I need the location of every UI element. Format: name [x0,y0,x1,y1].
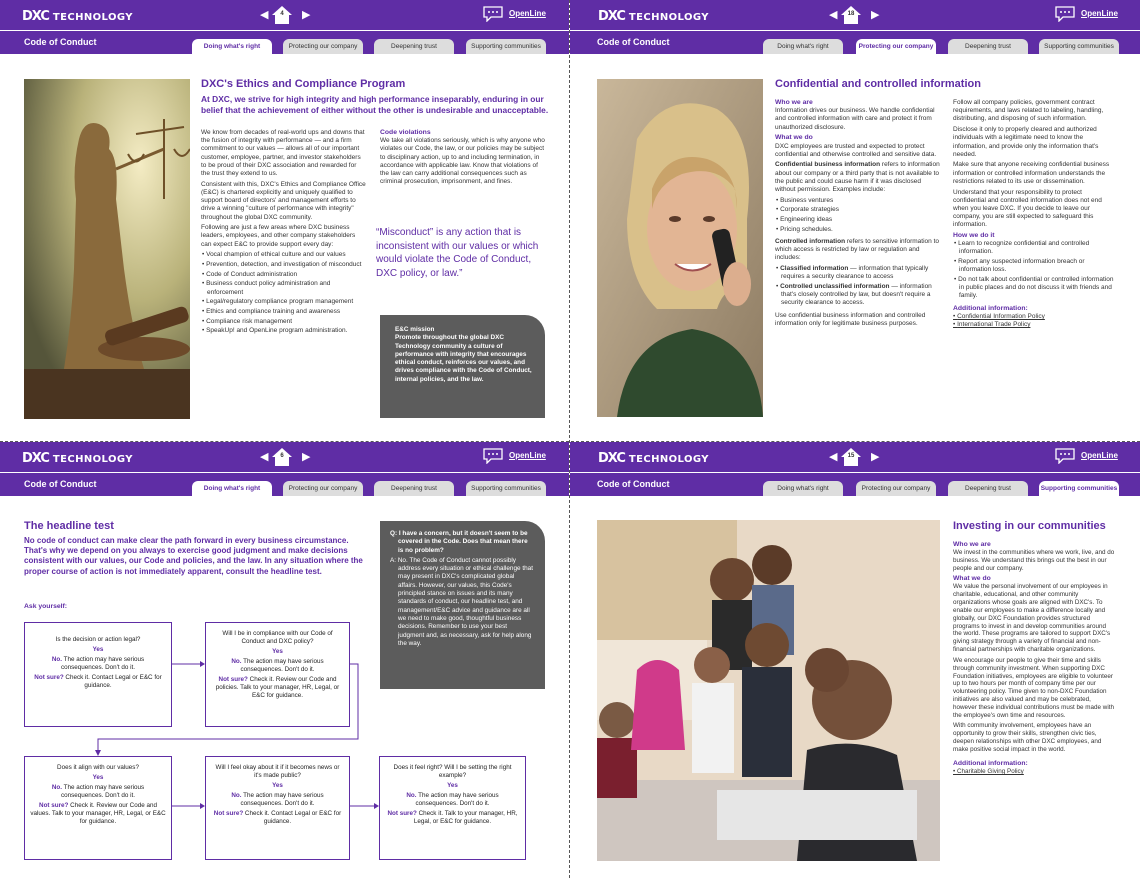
flow-question: Is the decision or action legal? [55,636,141,643]
flow-question: Does it align with our values? [57,764,139,771]
group-selfie-photo [597,520,940,861]
flow-not-sure: Not sure? Check it. Talk to your manager, HR, Legal, or E&C for guidance. [387,810,518,825]
logo-text: TECHNOLOGY [52,454,133,465]
what-heading: What we do [775,134,813,142]
page-ethics [0,0,569,441]
justice-statue-photo [24,79,190,419]
section-bar [570,473,1140,496]
dxc-logo-mark: DXC [22,451,49,466]
openline-label: OpenLine [509,9,546,18]
ask-yourself-text: Ask yourself: [24,603,68,610]
example-item: • Pricing schedules. [776,225,833,233]
flow-no: No. The action may have serious consequences. Don't do it. [51,656,145,671]
intro-lede: No code of conduct can make clear the path forward in every business circumstance. That's why we depend on you always to exercise good judgment and make decisions consistent with our values, our Code and policies, and the law. In any situation where the proper course of action is not immediately apparent, consult the headline test. [24,536,363,576]
tab-doing-whats-right[interactable]: Doing what's right [763,481,843,496]
page-number: 4 [280,11,284,17]
what-heading: What we do [953,575,991,583]
dxc-logo [598,451,709,466]
mission-text: Promote throughout the global DXC Technology community a culture of performance with integrity that encourages ethical conduct, reinforces our values, and drives compliance with the Code of Conduct, internal policies, and the law. [395,334,532,383]
tab-protecting-our-company[interactable]: Protecting our company [856,481,936,496]
example-item: • Corporate strategies [776,206,839,214]
body-paragraph: Make sure that anyone receiving confidential business information or controlled information understands the restrictions related to its use or dissemination. [953,161,1110,185]
section-bar [570,31,1140,54]
section-title: Code of Conduct [597,479,670,489]
chat-bubble-icon [1054,6,1076,22]
ci-item: • Classified information — information that typically requires a security clearance to access [776,265,929,281]
page-confidential-info [570,0,1140,441]
page-number: 18 [847,11,855,17]
page-title: Confidential and controlled information [775,78,981,90]
bullet-item: • Compliance risk management [202,317,293,325]
prev-page-arrow-icon[interactable]: ◀ [829,9,838,21]
bullet-item: • Legal/regulatory compliance program management [202,298,354,306]
flow-no: No. The action may have serious consequences. Don't do it. [231,792,324,807]
intro-lede: At DXC, we strive for high integrity and high performance inseparably, enduring in our belief that the achievement of either without the other is undesirable and unacceptable. [201,94,549,115]
page-divider-horizontal [0,441,1140,442]
confidential-col-2 [953,99,1115,329]
who-text: Information drives our business. We handle confidential and controlled information with care and protect it from unauthorized disclosure. [775,107,935,131]
dxc-logo-mark: DXC [598,9,625,24]
body-paragraph: We encourage our people to give their time and skills through community investment. When supporting DXC Foundation initiatives, employees are eligible to volunteer up to two hours per month of company time per our volunteering policy. Time given to non-DXC Foundation initiatives are also valued and may be celebrated, however these individual contributions must be made with the employee's own time and resources. [953,656,1115,720]
mission-heading: E&C mission [395,326,435,333]
qa-question: Q: I have a concern, but it doesn't seem to be covered in the Code. Does that mean there is no problem? [390,530,528,554]
flow-box-example [379,756,526,860]
section-title: Code of Conduct [597,37,670,47]
dxc-logo-mark: DXC [598,451,625,466]
woman-on-phone-photo [597,79,763,417]
page-communities [570,442,1140,878]
logo-text: TECHNOLOGY [628,12,709,23]
how-item: • Report any suspected information breach or information loss. [954,258,1085,274]
section-title: Code of Conduct [24,37,97,47]
flow-question: Will I be in compliance with our Code of Conduct and DXC policy? [222,630,333,645]
home-icon[interactable] [840,5,862,25]
example-item: • Engineering ideas [776,216,833,224]
cbi-text: refers to information about our company or a third party that is not available to the public and could cause harm if it was disclosed without permission. Examples include: [775,161,940,194]
prev-page-arrow-icon[interactable]: ◀ [260,9,269,21]
tab-protecting-our-company[interactable]: Protecting our company [283,39,363,54]
bullet-item: • Vocal champion of ethical culture and our values [202,251,346,259]
bullet-item: • SpeakUp! and OpenLine program administration. [202,327,348,335]
prev-page-arrow-icon[interactable]: ◀ [260,451,269,463]
dxc-logo-mark: DXC [22,9,49,24]
tab-doing-whats-right[interactable]: Doing what's right [763,39,843,54]
flow-no: No. The action may have serious consequences. Don't do it. [406,792,499,807]
next-page-arrow-icon[interactable]: ▶ [302,451,311,463]
page-number: 15 [847,453,855,459]
tab-deepening-trust[interactable]: Deepening trust [374,39,454,54]
openline-label: OpenLine [509,451,546,460]
section-bar [0,31,569,54]
confidential-col-1 [775,99,940,331]
top-bar [0,0,569,30]
tab-deepening-trust[interactable]: Deepening trust [374,481,454,496]
page-nav [258,5,318,25]
body-paragraph: We know from decades of real-world ups and downs that the fusion of integrity with performance — and a firm commitment to our values — allows all of our important customer, employee, partner, and investor stakeholders to be proud of their DXC association and rewarded for the trust they extend to us. [201,129,365,178]
cbi-paragraph [775,161,940,194]
page-nav [827,447,887,467]
tab-supporting-communities[interactable]: Supporting communities [1039,39,1119,54]
body-paragraph: With community involvement, employees have an opportunity to grow their skills, strengthen civic ties, deepen relationships with other DXC employees, and make positive social impact in the world. [953,722,1102,754]
tab-supporting-communities[interactable]: Supporting communities [1039,481,1119,496]
page-number: 6 [280,453,284,459]
ci-paragraph [775,238,940,263]
ci-text: refers to sensitive information to which access is restricted by law or regulation and includes: [775,238,939,262]
dxc-logo [598,9,709,24]
page-title: The headline test [24,520,114,532]
additional-info-heading: Additional information: [953,304,1028,312]
tab-protecting-our-company[interactable]: Protecting our company [283,481,363,496]
flow-yes: Yes [92,646,104,653]
mission-panel [380,315,545,418]
page-headline-test [0,442,569,878]
flow-yes: Yes [92,774,104,781]
tab-protecting-our-company[interactable]: Protecting our company [856,39,936,54]
additional-info-heading: Additional information: [953,760,1028,768]
prev-page-arrow-icon[interactable]: ◀ [829,451,838,463]
openline-label: OpenLine [1081,9,1118,18]
chat-bubble-icon [482,6,504,22]
page-nav [827,5,887,25]
next-page-arrow-icon[interactable]: ▶ [871,451,880,463]
flow-no: No. The action may have serious consequences. Don't do it. [51,784,145,799]
chat-bubble-icon [1054,448,1076,464]
ethics-body-column [201,129,367,337]
flow-yes: Yes [272,782,283,789]
body-paragraph: Consistent with this, DXC's Ethics and Compliance Office (E&C) is chartered explicitly and uniquely qualified to support board of directors' and management efforts to drive a winning "culture of performance with integrity" throughout the global DXC community. [201,180,366,221]
section-title: Code of Conduct [24,479,97,489]
body-paragraph: Following are just a few areas where DXC business leaders, employees, and other company stakeholders can expect E&C to provide support every day: [201,224,356,248]
confidential-information-policy-link[interactable]: • Confidential Information Policy [953,312,1045,320]
body-paragraph: We value the personal involvement of our employees in charitable, educational, and other community organizations whose goals are aligned with DXC's. To enable our employees to make a difference locally and globally, our DXC Foundation provides structured programs to invest in and develop communities around the world. These programs are tailored to support DXC's giving strategy through a variety of financial and non-financial partnerships with charitable organizations. [953,583,1111,654]
tab-supporting-communities[interactable]: Supporting communities [466,481,546,496]
tab-supporting-communities[interactable]: Supporting communities [466,39,546,54]
flow-box-legal [24,622,172,727]
bullet-item: • Prevention, detection, and investigation of misconduct [202,261,362,269]
openline-label: OpenLine [1081,451,1118,460]
communities-column [953,541,1115,776]
page-title: DXC's Ethics and Compliance Program [201,78,406,90]
body-paragraph: Disclose it only to properly cleared and authorized individuals with a legitimate need to know the information, and provide only the information that's needed. [953,126,1099,158]
flow-not-sure: Not sure? Check it. Review our Code and values. Talk to your manager, HR, Legal, or E&C for guidance. [30,802,166,825]
flow-box-compliance [205,622,350,727]
tab-doing-whats-right[interactable]: Doing what's right [192,481,272,496]
dxc-logo [22,9,133,24]
flow-box-values [24,756,172,860]
next-page-arrow-icon[interactable]: ▶ [302,9,311,21]
example-item: • Business ventures [776,196,834,204]
page-title: Investing in our communities [953,520,1106,532]
flow-box-news [205,756,350,860]
bullet-item: • Business conduct policy administration and enforcement [202,280,331,296]
how-heading: How we do it [953,232,995,240]
flow-yes: Yes [447,782,458,789]
flow-not-sure: Not sure? Check it. Review our Code and policies. Talk to your manager, HR, Legal, or E&C for guidance. [215,676,340,699]
ci-closing: Use confidential business information and controlled information only for legitimate business purposes. [775,311,926,327]
home-icon[interactable] [271,5,293,25]
charitable-giving-policy-link[interactable]: • Charitable Giving Policy [953,767,1024,775]
what-text: DXC employees are trusted and expected to protect confidential and otherwise controlled and sensitive data. [775,142,937,158]
bullet-item: • Ethics and compliance training and awareness [202,308,341,316]
how-item: • Do not talk about confidential or controlled information in public places and do not discuss it with friends and family. [954,276,1114,300]
misconduct-quote: “Misconduct” is any action that is inconsistent with our values or which would violate the Code of Conduct, DXC policy, or law.” [376,227,539,279]
flow-yes: Yes [272,648,283,655]
ci-label: Controlled information [775,238,846,246]
who-text: We invest in the communities where we work, live, and do business. We understand this brings out the best in our people and our company. [953,548,1115,572]
logo-text: TECHNOLOGY [52,12,133,23]
ci-item: • Controlled unclassified information — information that's closely controlled by law, but doesn't require a security clearance to access. [776,283,932,307]
code-violations-block [380,129,548,189]
cbi-label: Confidential business information [775,161,881,169]
top-bar [570,0,1140,30]
page-divider-vertical [569,0,570,878]
qa-answer: A: No. The Code of Conduct cannot possibly address every situation or ethical challenge that may present in DXC's complicated global affairs. However, our values, this Code's principled stance on issues and its many standards of conduct, our headline test, and management/E&C advice and guidance are all we need to make good, thoughtful business decisions. Remember to use your best judgment and, as necessary, ask for help along the way. [390,556,533,647]
who-heading: Who we are [775,99,813,106]
logo-text: TECHNOLOGY [628,454,709,465]
flow-question: Will I feel okay about it if it becomes news or it's made public? [215,764,340,779]
how-item: • Learn to recognize confidential and controlled information. [954,240,1090,256]
tab-doing-whats-right[interactable]: Doing what's right [192,39,272,54]
flow-no: No. The action may have serious consequences. Don't do it. [231,658,324,673]
bullet-item: • Code of Conduct administration [202,270,298,278]
body-paragraph: Follow all company policies, government contract requirements, and laws related to labeling, handling, distributing, and disposing of such information. [953,99,1104,123]
international-trade-policy-link[interactable]: • International Trade Policy [953,321,1031,329]
flow-not-sure: Not sure? Check it. Contact Legal or E&C for guidance. [34,674,162,689]
who-heading: Who we are [953,541,991,548]
violations-text: We take all violations seriously, which is why anyone who violates our Code, the law, or our policies may be subject to disciplinary action, up to and including termination, in accordance with applicable law. Know that violations of the law can carry additional consequences such as criminal prosecution, imprisonment, and fines. [380,137,545,186]
body-paragraph: Understand that your responsibility to protect confidential and controlled information does not end when you leave DXC. If you decide to leave our company, you are still expected to safeguard this information. [953,188,1102,229]
home-icon[interactable] [840,447,862,467]
flow-question: Does it feel right? Will I be setting the right example? [393,764,512,779]
violations-heading: Code violations [380,129,431,136]
top-bar [570,442,1140,472]
tab-deepening-trust[interactable]: Deepening trust [948,481,1028,496]
tab-deepening-trust[interactable]: Deepening trust [948,39,1028,54]
next-page-arrow-icon[interactable]: ▶ [871,9,880,21]
flow-not-sure: Not sure? Check it. Contact Legal or E&C for guidance. [213,810,342,825]
